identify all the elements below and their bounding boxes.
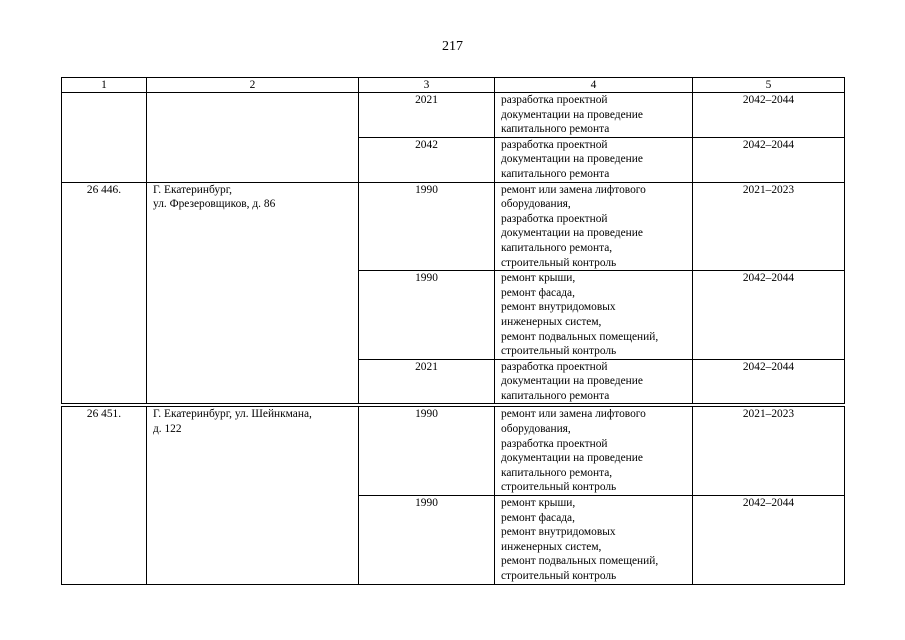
period-cell: 2042–2044 [693, 271, 845, 360]
period-cell: 2042–2044 [693, 93, 845, 138]
work-line: ремонт или замена лифтового [501, 408, 646, 421]
work-line: ремонт крыши, [501, 497, 576, 510]
work-line: разработка проектной [501, 94, 608, 106]
works-cell [495, 137, 693, 182]
year-cell: 2021 [359, 93, 495, 138]
work-line: инженерных систем, [501, 315, 602, 328]
works-cell [495, 496, 693, 585]
work-line: капитального ремонта [501, 167, 610, 180]
address-line: Г. Екатеринбург, ул. Шейнкмана, [153, 408, 312, 421]
period-cell: 2042–2044 [693, 137, 845, 182]
work-line: строительный контроль [501, 481, 617, 494]
address-line: д. 122 [153, 423, 182, 436]
header-col-5: 5 [693, 78, 845, 93]
header-col-2: 2 [147, 78, 359, 93]
year-cell: 2021 [359, 359, 495, 404]
works-cell [495, 271, 693, 360]
entry-number: 26 446. [62, 182, 147, 404]
year-cell: 1990 [359, 496, 495, 585]
works-cell [495, 182, 693, 271]
work-line: капитального ремонта [501, 389, 610, 402]
header-col-1: 1 [62, 78, 147, 93]
header-col-3: 3 [359, 78, 495, 93]
header-row [62, 78, 845, 93]
work-line: ремонт внутридомовых [501, 526, 616, 539]
work-line: капитального ремонта, [501, 241, 613, 254]
works-cell [495, 407, 693, 496]
table-row [62, 93, 845, 138]
works-cell [495, 93, 693, 138]
work-line: ремонт или замена лифтового [501, 183, 646, 196]
work-line: разработка проектной [501, 360, 608, 373]
work-line: строительный контроль [501, 570, 617, 582]
work-line: разработка проектной [501, 138, 608, 151]
table-row [62, 407, 845, 496]
work-line: документации на проведение [501, 153, 643, 166]
period-cell: 2042–2044 [693, 496, 845, 585]
address-line: Г. Екатеринбург, [153, 183, 232, 196]
page-number: 217 [442, 39, 463, 54]
period-cell: 2021–2023 [693, 182, 845, 271]
entry-number: 26 451. [62, 407, 147, 584]
work-line: ремонт фасада, [501, 511, 575, 524]
work-line: оборудования, [501, 198, 571, 211]
period-cell: 2042–2044 [693, 359, 845, 404]
works-cell [495, 359, 693, 404]
work-line: документации на проведение [501, 108, 643, 121]
address-cell [147, 182, 359, 404]
work-line: разработка проектной [501, 437, 608, 450]
work-line: капитального ремонта, [501, 466, 613, 479]
work-line: ремонт подвальных помещений, [501, 555, 659, 568]
work-line: документации на проведение [501, 452, 643, 465]
entry-number [62, 93, 147, 183]
capital-repair-table [61, 77, 845, 585]
table-body [62, 78, 845, 585]
work-line: капитального ремонта [501, 123, 610, 136]
work-line: документации на проведение [501, 227, 643, 240]
work-line: разработка проектной [501, 212, 608, 225]
work-line: ремонт крыши, [501, 272, 576, 285]
work-line: ремонт подвальных помещений, [501, 330, 659, 343]
year-cell: 1990 [359, 407, 495, 496]
year-cell: 1990 [359, 182, 495, 271]
work-line: строительный контроль [501, 256, 617, 269]
period-cell: 2021–2023 [693, 407, 845, 496]
address-line: ул. Фрезеровщиков, д. 86 [153, 198, 276, 211]
table-row [62, 182, 845, 271]
work-line: строительный контроль [501, 345, 617, 358]
year-cell: 2042 [359, 137, 495, 182]
work-line: оборудования, [501, 423, 571, 436]
address-cell [147, 93, 359, 183]
work-line: документации на проведение [501, 375, 643, 388]
address-cell [147, 407, 359, 584]
work-line: инженерных систем, [501, 540, 602, 553]
header-col-4: 4 [495, 78, 693, 93]
year-cell: 1990 [359, 271, 495, 360]
work-line: ремонт внутридомовых [501, 301, 616, 314]
work-line: ремонт фасада, [501, 286, 575, 299]
